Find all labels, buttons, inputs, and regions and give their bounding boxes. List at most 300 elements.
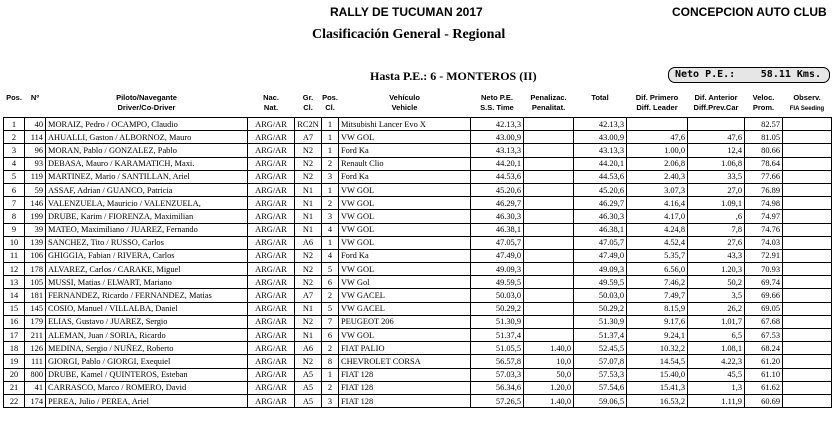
row-diff-prev: 3,5 <box>688 289 745 302</box>
row-pos-class: 3 <box>322 210 339 223</box>
row-diff-prev: 1.20,3 <box>688 263 745 276</box>
table-row <box>4 249 832 262</box>
table-row <box>4 210 832 223</box>
row-penalty <box>524 183 574 196</box>
row-vehicle: VW GACEL <box>339 289 471 302</box>
col-observ: Observ. FIA Seeding <box>789 93 825 112</box>
row-penalty <box>524 144 574 157</box>
col-speed: Veloc. Prom. <box>752 93 775 112</box>
table-row <box>4 223 832 236</box>
table-row <box>4 342 832 355</box>
row-vehicle: VW GOL <box>339 263 471 276</box>
row-speed: 77.66 <box>745 170 783 183</box>
row-diff-prev: 4.22,3 <box>688 355 745 368</box>
row-penalty <box>524 197 574 210</box>
row-penalty <box>524 157 574 170</box>
row-speed: 70.93 <box>745 263 783 276</box>
row-vehicle: VW GACEL <box>339 302 471 315</box>
row-neto: 49.59,5 <box>471 276 524 289</box>
row-diff-leader: 15.41,3 <box>627 381 688 394</box>
row-pos-class: 2 <box>322 342 339 355</box>
row-num: 800 <box>25 368 46 381</box>
row-pos: 11 <box>4 249 25 262</box>
row-num: 119 <box>25 170 46 183</box>
row-neto: 43.00,9 <box>471 131 524 144</box>
row-driver: CARRASCO, Marco / ROMERO, David <box>46 381 248 394</box>
row-observ <box>783 329 832 342</box>
row-diff-leader: 10.32,2 <box>627 342 688 355</box>
results-table <box>3 93 832 408</box>
rally-title: RALLY DE TUCUMAN 2017 <box>330 5 483 19</box>
row-total: 46.29,7 <box>574 197 627 210</box>
row-observ <box>783 368 832 381</box>
row-driver: MORAIZ, Pedro / OCAMPO, Claudio <box>46 118 248 131</box>
row-group: N1 <box>295 329 322 342</box>
row-penalty <box>524 131 574 144</box>
row-neto: 57.03,3 <box>471 368 524 381</box>
row-total: 49.09,3 <box>574 263 627 276</box>
row-nat: ARG/AR <box>248 144 295 157</box>
row-driver: SANCHEZ, Tito / RUSSO, Carlos <box>46 236 248 249</box>
stage-label: Hasta P.E.: 6 - MONTEROS (II) <box>370 69 537 83</box>
row-penalty <box>524 329 574 342</box>
row-observ <box>783 302 832 315</box>
row-observ <box>783 263 832 276</box>
row-nat: ARG/AR <box>248 197 295 210</box>
row-diff-leader: 4.24,8 <box>627 223 688 236</box>
row-diff-leader: 9.17,6 <box>627 315 688 328</box>
row-total: 57.53,3 <box>574 368 627 381</box>
row-penalty <box>524 289 574 302</box>
row-diff-leader: 2.06,8 <box>627 157 688 170</box>
col-diff-leader: Dif. Primero Diff. Leader <box>635 93 679 112</box>
row-nat: ARG/AR <box>248 118 295 131</box>
row-penalty: 1.40,0 <box>524 394 574 407</box>
row-pos: 21 <box>4 381 25 394</box>
table-row <box>4 355 832 368</box>
row-num: 93 <box>25 157 46 170</box>
row-speed: 74.03 <box>745 236 783 249</box>
row-diff-prev: 12,4 <box>688 144 745 157</box>
row-driver: AHUALLI, Gaston / ALBORNOZ, Mauro <box>46 131 248 144</box>
row-observ <box>783 183 832 196</box>
row-driver: MATEO, Maximiliano / JUAREZ, Fernando <box>46 223 248 236</box>
row-driver: MARTINEZ, Mario / SANTILLAN, Ariel <box>46 170 248 183</box>
row-pos-class: 7 <box>322 315 339 328</box>
row-penalty <box>524 223 574 236</box>
row-driver: ALEMAN, Juan / SORIA, Ricardo <box>46 329 248 342</box>
row-vehicle: FIAT 128 <box>339 381 471 394</box>
col-pos-class: Pos. Cl. <box>322 93 338 112</box>
row-diff-leader: 4.17,0 <box>627 210 688 223</box>
table-row <box>4 183 832 196</box>
row-num: 111 <box>25 355 46 368</box>
neto-distance-box <box>668 67 830 83</box>
row-penalty <box>524 236 574 249</box>
row-vehicle: VW GOL <box>339 183 471 196</box>
row-group: N2 <box>295 263 322 276</box>
row-num: 105 <box>25 276 46 289</box>
row-nat: ARG/AR <box>248 263 295 276</box>
row-diff-leader <box>627 118 688 131</box>
row-pos-class: 1 <box>322 183 339 196</box>
row-num: 39 <box>25 223 46 236</box>
row-vehicle: CHEVROLET CORSA <box>339 355 471 368</box>
row-diff-prev: 1.09,1 <box>688 197 745 210</box>
row-diff-leader: 9.24,1 <box>627 329 688 342</box>
row-speed: 67.68 <box>745 315 783 328</box>
row-diff-leader: 2.40,3 <box>627 170 688 183</box>
neto-value: 58.11 Kms. <box>760 69 821 80</box>
table-row <box>4 118 832 131</box>
col-nat: Nac. Nat. <box>263 93 279 112</box>
row-speed: 76.89 <box>745 183 783 196</box>
table-row <box>4 329 832 342</box>
row-pos-class: 4 <box>322 223 339 236</box>
row-vehicle: Ford Ka <box>339 144 471 157</box>
row-pos-class: 3 <box>322 170 339 183</box>
row-nat: ARG/AR <box>248 394 295 407</box>
row-num: 40 <box>25 118 46 131</box>
row-group: A5 <box>295 394 322 407</box>
row-pos-class: 1 <box>322 131 339 144</box>
row-speed: 74.97 <box>745 210 783 223</box>
row-observ <box>783 276 832 289</box>
row-diff-prev: 1,3 <box>688 381 745 394</box>
row-pos: 4 <box>4 157 25 170</box>
row-pos: 3 <box>4 144 25 157</box>
table-row <box>4 131 832 144</box>
row-neto: 50.29,2 <box>471 302 524 315</box>
row-diff-leader: 47,6 <box>627 131 688 144</box>
row-total: 51.37,4 <box>574 329 627 342</box>
table-header <box>4 93 832 118</box>
row-pos: 15 <box>4 302 25 315</box>
row-diff-leader: 1.00,0 <box>627 144 688 157</box>
row-driver: ASSAF, Adrian / GUANCO, Patricia <box>46 183 248 196</box>
row-neto: 50.03,0 <box>471 289 524 302</box>
row-total: 52.45,5 <box>574 342 627 355</box>
table-row <box>4 289 832 302</box>
row-group: A7 <box>295 289 322 302</box>
row-group: RC2N <box>295 118 322 131</box>
row-driver: DEBASA, Mauro / KARAMATICH, Maxi. <box>46 157 248 170</box>
row-neto: 56.34,6 <box>471 381 524 394</box>
row-pos: 7 <box>4 197 25 210</box>
row-vehicle: VW GOL <box>339 197 471 210</box>
row-pos-class: 1 <box>322 236 339 249</box>
row-diff-prev: 47,6 <box>688 131 745 144</box>
row-vehicle: VW Gol <box>339 276 471 289</box>
row-neto: 43.13,3 <box>471 144 524 157</box>
row-total: 43.00,9 <box>574 131 627 144</box>
row-diff-prev: 6,5 <box>688 329 745 342</box>
row-num: 114 <box>25 131 46 144</box>
row-pos: 20 <box>4 368 25 381</box>
row-diff-prev: 1.11,9 <box>688 394 745 407</box>
row-vehicle: VW GOL <box>339 131 471 144</box>
table-row <box>4 263 832 276</box>
row-total: 49.59,5 <box>574 276 627 289</box>
table-row <box>4 302 832 315</box>
col-neto: Neto P.E. S.S. Time <box>480 93 514 112</box>
row-observ <box>783 342 832 355</box>
row-group: N2 <box>295 249 322 262</box>
row-pos: 16 <box>4 315 25 328</box>
row-vehicle: VW GOL <box>339 236 471 249</box>
row-neto: 51.30,9 <box>471 315 524 328</box>
table-row <box>4 394 832 407</box>
row-total: 44.20,1 <box>574 157 627 170</box>
row-group: N2 <box>295 355 322 368</box>
row-pos: 17 <box>4 329 25 342</box>
row-pos: 19 <box>4 355 25 368</box>
col-penalty: Penalizac. Penalitat. <box>530 93 567 112</box>
row-pos-class: 6 <box>322 329 339 342</box>
row-nat: ARG/AR <box>248 289 295 302</box>
row-nat: ARG/AR <box>248 329 295 342</box>
row-group: N1 <box>295 210 322 223</box>
row-pos-class: 5 <box>322 263 339 276</box>
table-row <box>4 368 832 381</box>
row-num: 126 <box>25 342 46 355</box>
table-row <box>4 170 832 183</box>
row-pos-class: 1 <box>322 118 339 131</box>
row-pos: 9 <box>4 223 25 236</box>
row-total: 47.05,7 <box>574 236 627 249</box>
row-nat: ARG/AR <box>248 210 295 223</box>
row-neto: 42.13,3 <box>471 118 524 131</box>
row-speed: 78.64 <box>745 157 783 170</box>
row-group: N2 <box>295 170 322 183</box>
row-nat: ARG/AR <box>248 342 295 355</box>
neto-label: Neto P.E.: <box>675 69 736 80</box>
row-observ <box>783 315 832 328</box>
club-name: CONCEPCION AUTO CLUB <box>672 5 827 19</box>
row-penalty <box>524 263 574 276</box>
row-diff-prev: 43,3 <box>688 249 745 262</box>
row-diff-prev: 27,6 <box>688 236 745 249</box>
row-diff-leader: 4.16,4 <box>627 197 688 210</box>
row-neto: 46.38,1 <box>471 223 524 236</box>
row-observ <box>783 170 832 183</box>
row-speed: 61.10 <box>745 368 783 381</box>
row-penalty: 10,0 <box>524 355 574 368</box>
row-observ <box>783 157 832 170</box>
row-pos: 12 <box>4 263 25 276</box>
table-row <box>4 236 832 249</box>
col-pos: Pos. <box>6 93 22 102</box>
row-pos-class: 8 <box>322 355 339 368</box>
row-observ <box>783 118 832 131</box>
row-nat: ARG/AR <box>248 276 295 289</box>
row-group: A5 <box>295 381 322 394</box>
row-pos-class: 3 <box>322 394 339 407</box>
row-nat: ARG/AR <box>248 381 295 394</box>
table-row <box>4 381 832 394</box>
row-driver: ELIAS, Gustavo / JUAREZ, Sergio <box>46 315 248 328</box>
row-diff-prev: ,6 <box>688 210 745 223</box>
row-pos: 18 <box>4 342 25 355</box>
row-total: 59.06,5 <box>574 394 627 407</box>
row-diff-prev: 1.01,7 <box>688 315 745 328</box>
table-row <box>4 315 832 328</box>
row-neto: 46.30,3 <box>471 210 524 223</box>
row-penalty <box>524 302 574 315</box>
row-diff-prev <box>688 118 745 131</box>
row-nat: ARG/AR <box>248 223 295 236</box>
results-body <box>4 118 832 408</box>
row-nat: ARG/AR <box>248 368 295 381</box>
row-driver: MEDINA, Sergio / NUÑEZ, Roberto <box>46 342 248 355</box>
row-speed: 61.20 <box>745 355 783 368</box>
row-pos: 14 <box>4 289 25 302</box>
row-neto: 44.53,6 <box>471 170 524 183</box>
row-total: 44.53,6 <box>574 170 627 183</box>
row-num: 181 <box>25 289 46 302</box>
row-penalty <box>524 118 574 131</box>
row-diff-prev: 1.06,8 <box>688 157 745 170</box>
row-group: N1 <box>295 197 322 210</box>
row-driver: GHIGGIA, Fabian / RIVERA, Carlos <box>46 249 248 262</box>
row-driver: ALVAREZ, Carlos / CARAKE, Miguel <box>46 263 248 276</box>
row-speed: 72.91 <box>745 249 783 262</box>
row-nat: ARG/AR <box>248 170 295 183</box>
row-group: N2 <box>295 315 322 328</box>
row-speed: 82.57 <box>745 118 783 131</box>
row-vehicle: Ford Ka <box>339 249 471 262</box>
row-pos-class: 6 <box>322 276 339 289</box>
row-observ <box>783 289 832 302</box>
row-diff-leader: 14.54,5 <box>627 355 688 368</box>
row-num: 106 <box>25 249 46 262</box>
row-diff-prev: 7,8 <box>688 223 745 236</box>
row-pos: 13 <box>4 276 25 289</box>
row-driver: MUSSI, Matias / ELWART, Mariano <box>46 276 248 289</box>
row-group: N2 <box>295 276 322 289</box>
row-num: 96 <box>25 144 46 157</box>
row-pos: 2 <box>4 131 25 144</box>
row-observ <box>783 381 832 394</box>
row-vehicle: Renault Clio <box>339 157 471 170</box>
row-penalty: 1.40,0 <box>524 342 574 355</box>
row-diff-leader: 3.07,3 <box>627 183 688 196</box>
row-diff-prev: 26,2 <box>688 302 745 315</box>
row-pos-class: 2 <box>322 197 339 210</box>
row-diff-leader: 7.49,7 <box>627 289 688 302</box>
row-neto: 51.05,5 <box>471 342 524 355</box>
row-speed: 67.53 <box>745 329 783 342</box>
row-diff-leader: 16.53,2 <box>627 394 688 407</box>
row-speed: 69.66 <box>745 289 783 302</box>
row-diff-prev: 27,0 <box>688 183 745 196</box>
row-pos: 6 <box>4 183 25 196</box>
row-vehicle: VW GOL <box>339 329 471 342</box>
row-nat: ARG/AR <box>248 249 295 262</box>
row-neto: 47.49,0 <box>471 249 524 262</box>
col-num: Nº <box>30 93 40 102</box>
row-total: 50.03,0 <box>574 289 627 302</box>
row-total: 57.54,6 <box>574 381 627 394</box>
row-total: 43.13,3 <box>574 144 627 157</box>
row-num: 174 <box>25 394 46 407</box>
row-neto: 47.05,7 <box>471 236 524 249</box>
row-penalty: 1.20,0 <box>524 381 574 394</box>
row-pos-class: 2 <box>322 381 339 394</box>
row-num: 41 <box>25 381 46 394</box>
table-row <box>4 197 832 210</box>
row-total: 51.30,9 <box>574 315 627 328</box>
row-neto: 51.37,4 <box>471 329 524 342</box>
row-nat: ARG/AR <box>248 131 295 144</box>
row-nat: ARG/AR <box>248 315 295 328</box>
row-vehicle: Mitsubishi Lancer Evo X <box>339 118 471 131</box>
row-driver: DRUBE, Karim / FIORENZA, Maximilian <box>46 210 248 223</box>
row-penalty <box>524 210 574 223</box>
row-num: 179 <box>25 315 46 328</box>
row-diff-leader: 4.52,4 <box>627 236 688 249</box>
row-pos-class: 4 <box>322 249 339 262</box>
row-speed: 69.74 <box>745 276 783 289</box>
row-speed: 69.05 <box>745 302 783 315</box>
col-vehicle: Vehículo Vehicle <box>389 93 420 112</box>
row-group: N1 <box>295 302 322 315</box>
row-driver: VALENZUELA, Mauricio / VALENZUELA, <box>46 197 248 210</box>
row-vehicle: FIAT PALIO <box>339 342 471 355</box>
table-row <box>4 276 832 289</box>
row-vehicle: VW GOL <box>339 223 471 236</box>
row-pos-class: 1 <box>322 368 339 381</box>
row-group: N1 <box>295 223 322 236</box>
row-driver: GIORGI, Pablo / GIORGI, Exequiel <box>46 355 248 368</box>
row-speed: 74.76 <box>745 223 783 236</box>
table-row <box>4 157 832 170</box>
row-neto: 45.20,6 <box>471 183 524 196</box>
row-nat: ARG/AR <box>248 302 295 315</box>
row-speed: 60.69 <box>745 394 783 407</box>
row-vehicle: Ford Ka <box>339 170 471 183</box>
row-num: 145 <box>25 302 46 315</box>
table-row <box>4 144 832 157</box>
row-nat: ARG/AR <box>248 183 295 196</box>
row-group: N1 <box>295 183 322 196</box>
row-penalty <box>524 276 574 289</box>
row-diff-prev: 45,5 <box>688 368 745 381</box>
row-observ <box>783 355 832 368</box>
row-diff-leader: 6.56,0 <box>627 263 688 276</box>
row-total: 57.07,8 <box>574 355 627 368</box>
row-group: A6 <box>295 342 322 355</box>
row-penalty: 50,0 <box>524 368 574 381</box>
row-num: 139 <box>25 236 46 249</box>
row-diff-leader: 7.46,2 <box>627 276 688 289</box>
page-title: Clasificación General - Regional <box>312 27 506 42</box>
row-num: 178 <box>25 263 46 276</box>
row-speed: 74.98 <box>745 197 783 210</box>
row-vehicle: VW GOL <box>339 210 471 223</box>
row-neto: 44.20,1 <box>471 157 524 170</box>
row-neto: 57.26,5 <box>471 394 524 407</box>
row-observ <box>783 223 832 236</box>
row-pos-class: 2 <box>322 289 339 302</box>
row-pos: 22 <box>4 394 25 407</box>
row-observ <box>783 236 832 249</box>
row-diff-leader: 5.35,7 <box>627 249 688 262</box>
row-observ <box>783 249 832 262</box>
row-total: 42.13,3 <box>574 118 627 131</box>
row-diff-leader: 15.40,0 <box>627 368 688 381</box>
row-pos: 10 <box>4 236 25 249</box>
